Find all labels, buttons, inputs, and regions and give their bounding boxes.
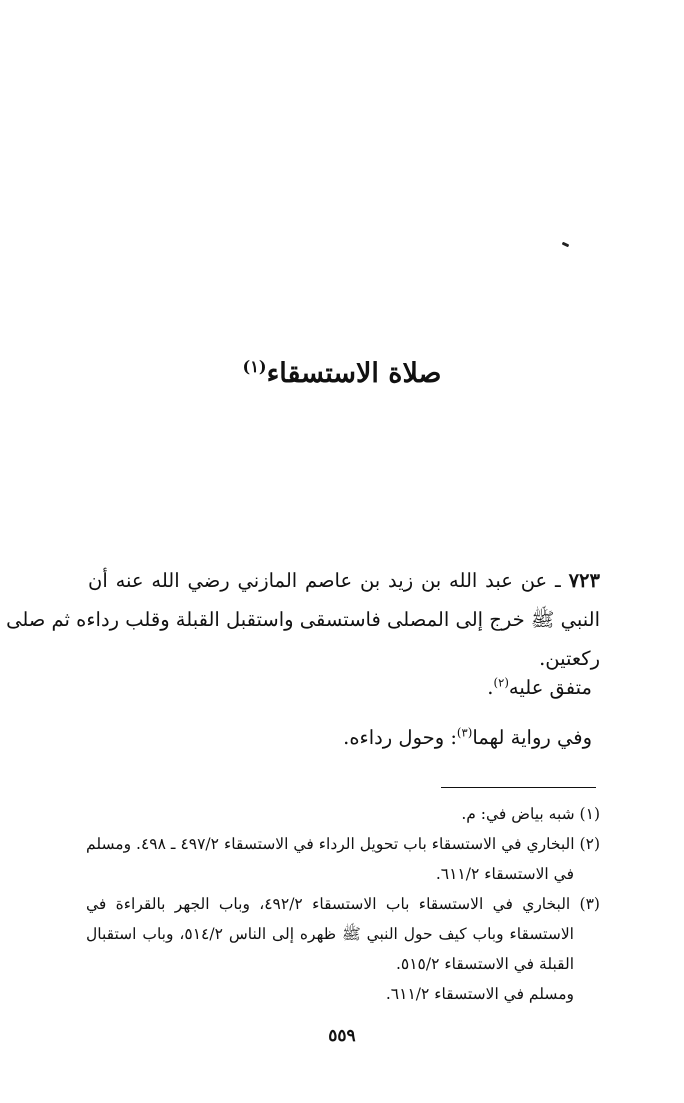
hadith-number: ٧٢٣: [568, 569, 600, 592]
hadith-line-3: ركعتين.: [539, 647, 600, 670]
stray-ink-mark: [562, 242, 570, 248]
footnote-divider: [441, 787, 596, 788]
narration-text: وفي رواية لهما: [472, 726, 592, 749]
footnote-3-line-2: الاستسقاء وباب كيف حول النبي ﷺ ظهره إلى الناس ٥١٤/٢، وباب استقبال: [86, 925, 574, 943]
footnote-3-line-1: (٣) البخاري في الاستسقاء باب الاستسقاء ٤٩٢/٢، وباب الجهر بالقراءة في: [86, 895, 600, 913]
footnote-2-line-1: (٢) البخاري في الاستسقاء باب تحويل الرداء في الاستسقاء ٤٩٧/٢ ـ ٤٩٨. ومسلم: [86, 835, 600, 853]
footnote-3-line-4: ومسلم في الاستسقاء ٦١١/٢.: [385, 985, 574, 1003]
hadith-line-1-text: عن عبد الله بن زيد بن عاصم المازني رضي الله عنه أن: [88, 569, 548, 592]
agreed-text: متفق عليه: [508, 676, 592, 699]
footnote-1-line-1: (١) شبه بياض في: م.: [461, 805, 600, 823]
hadith-text: [6, 561, 600, 678]
page-number: ٥٥٩: [328, 1026, 356, 1046]
agreed-end: .: [487, 676, 494, 699]
agreed-footnote-ref: (٢): [493, 675, 509, 690]
footnote-3-line-3: القبلة في الاستسقاء ٥١٥/٢.: [395, 955, 574, 973]
hadith-number-separator: ـ: [547, 569, 569, 592]
hadith-line-1: [88, 561, 600, 600]
narration-note: [343, 726, 592, 749]
narration-footnote-ref: (٣): [456, 725, 473, 740]
footnotes: [86, 799, 600, 1009]
chapter-title-footnote-ref: (١): [242, 357, 267, 376]
chapter-title-text: صلاة الاستسقاء: [266, 358, 442, 389]
footnote-2-line-2: في الاستسقاء ٦١١/٢.: [435, 865, 574, 883]
hadith-line-2: النبي ﷺ خرج إلى المصلى فاستسقى واستقبل القبلة وقلب رداءه ثم صلى: [6, 608, 600, 631]
agreed-upon-note: [487, 676, 592, 699]
narration-rest: : وحول رداءه.: [343, 726, 457, 749]
chapter-title: [0, 358, 684, 389]
